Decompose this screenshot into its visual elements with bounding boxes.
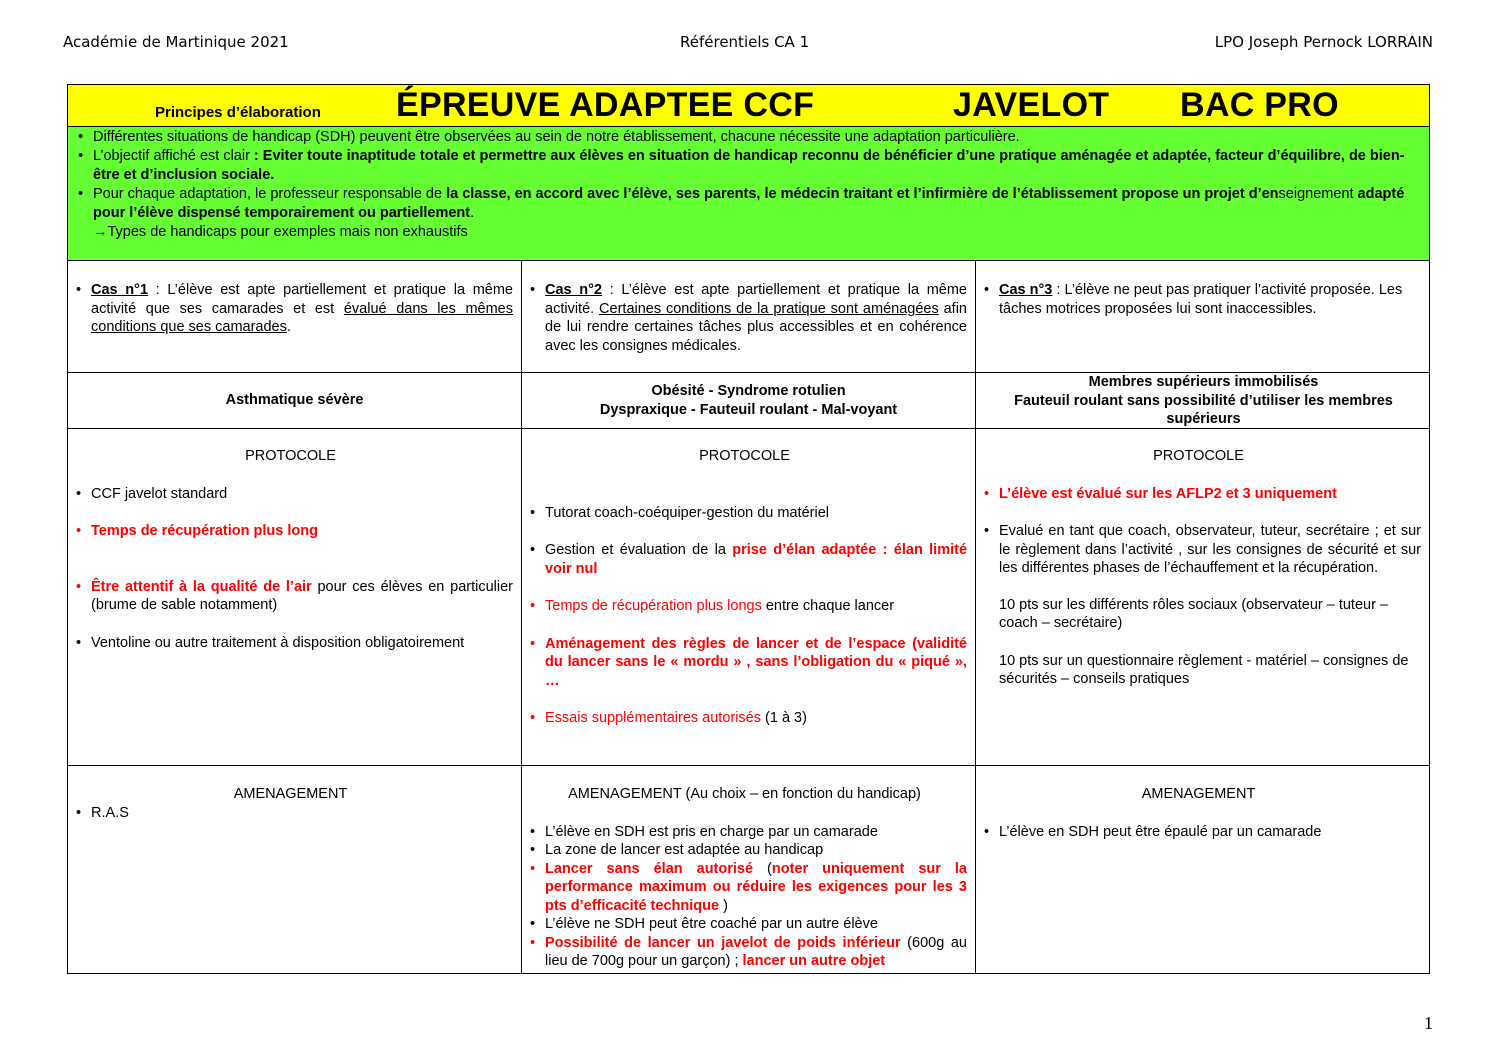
amenagement-2-item-2: • La zone de lancer est adaptée au handicap bbox=[530, 842, 824, 858]
amenagement-2-item-1: • L’élève en SDH est pris en charge par un camarade bbox=[530, 823, 878, 840]
handicap-asthmatique: Asthmatique sévère bbox=[225, 392, 364, 408]
intro-note: →Types de handicaps pour exemples mais non exhaustifs bbox=[93, 224, 468, 240]
protocole-cas-2 bbox=[522, 447, 975, 728]
protocole-2-item-5: • Essais supplémentaires autorisés (1 à 3) bbox=[530, 710, 807, 726]
header-referentiel: Référentiels CA 1 bbox=[680, 33, 810, 51]
protocole-label-1: PROTOCOLE bbox=[245, 448, 336, 464]
amenagement-label-1: AMENAGEMENT bbox=[233, 786, 348, 802]
protocole-cas-3 bbox=[976, 447, 1430, 689]
protocole-label-3: PROTOCOLE bbox=[1153, 448, 1244, 464]
case-2-cell: • Cas n°2 : L’élève est apte partiellement et pratique la même activité. Certaines conditions de la pratique sont aménagées afin de lui rendre certaines tâches plus accessibles et en cohérence avec les consignes médicales. bbox=[530, 282, 967, 354]
title-principes: Principes d’élaboration bbox=[155, 104, 321, 121]
header-lycee: LPO Joseph Pernock LORRAIN bbox=[1214, 33, 1433, 51]
document-table bbox=[67, 84, 1430, 974]
intro-section bbox=[68, 127, 1429, 261]
protocole-label-2: PROTOCOLE bbox=[699, 448, 790, 464]
protocole-3-item-1: • L’élève est évalué sur les AFLP2 et 3 uniquement bbox=[984, 485, 1337, 502]
amenagement-cas-1 bbox=[68, 785, 521, 822]
handicap-cas-2: Obésité - Syndrome rotulien Dyspraxique - Fauteuil roulant - Mal-voyant bbox=[599, 383, 898, 418]
protocole-3-points-questionnaire: 10 pts sur un questionnaire règlement - matériel – consignes de sécurités – conseils pratiques bbox=[999, 652, 1409, 687]
header-academie: Académie de Martinique 2021 bbox=[63, 33, 289, 51]
amenagement-2-item-5: • Possibilité de lancer un javelot de poids inférieur (600g au lieu de 700g pour un garçon) ; lancer un autre objet bbox=[530, 934, 967, 969]
amenagement-cas-2 bbox=[522, 785, 975, 971]
amenagement-2-item-3: • Lancer sans élan autorisé (noter uniquement sur la performance maximum ou réduire les exigences pour les 3 pts d’efficacité technique ) bbox=[530, 860, 967, 914]
handicap-cas-3: Membres supérieurs immobilisés Fauteuil roulant sans possibilité d’utiliser les membres supérieurs bbox=[1014, 374, 1393, 427]
amenagement-2-item-4: • L’élève ne SDH peut être coaché par un autre élève bbox=[530, 916, 878, 932]
intro-bullet-2: • L’objectif affiché est clair : Eviter toute inaptitude totale et permettre aux élèves en situation de handicap reconnu de bénéficier d’une pratique aménagée et adaptée, facteur d’équilibre, de bien-être et d’inclusion sociale. bbox=[78, 148, 1405, 183]
case-1-cell: • Cas n°1 : L’élève est apte partiellement et pratique la même activité que ses camarades et est évalué dans les mêmes conditions que ses camarades. bbox=[76, 282, 513, 335]
title-row bbox=[68, 85, 1429, 127]
title-javelot: JAVELOT bbox=[953, 86, 1110, 124]
title-bac-pro: BAC PRO bbox=[1180, 86, 1339, 124]
protocole-2-item-3: • Temps de récupération plus longs entre chaque lancer bbox=[530, 598, 895, 614]
protocole-3-points-roles: 10 pts sur les différents rôles sociaux (observateur – tuteur – coach – secrétaire) bbox=[999, 596, 1389, 631]
amenagement-label-2: AMENAGEMENT (Au choix – en fonction du handicap) bbox=[568, 786, 921, 802]
amenagement-label-3: AMENAGEMENT bbox=[1141, 786, 1256, 802]
intro-bullet-1: • Différentes situations de handicap (SDH) peuvent être observées au sein de notre établissement, chacune nécessite une adaptation particulière. bbox=[78, 129, 1020, 145]
protocole-cas-1 bbox=[68, 447, 521, 652]
amenagement-1-item-1: • R.A.S bbox=[76, 804, 129, 821]
amenagement-cas-3 bbox=[976, 785, 1430, 841]
protocole-1-item-1: • CCF javelot standard bbox=[76, 485, 228, 502]
protocole-1-item-3: • Être attentif à la qualité de l’air pour ces élèves en particulier (brume de sable notamment) bbox=[76, 578, 513, 613]
protocole-2-item-1: • Tutorat coach-coéquiper-gestion du matériel bbox=[530, 504, 829, 521]
amenagement-3-item-1: • L’élève en SDH peut être épaulé par un camarade bbox=[984, 823, 1322, 840]
protocole-3-item-2: • Evalué en tant que coach, observateur, tuteur, secrétaire ; et sur le règlement dans l’activité , sur les consignes de sécurité et sur les différentes phases de l’échauffement et la récupération. bbox=[984, 523, 1421, 576]
row-divider-protocole bbox=[68, 765, 1429, 766]
protocole-2-item-2: • Gestion et évaluation de la prise d’élan adaptée : élan limité voir nul bbox=[530, 542, 968, 577]
protocole-1-item-4: • Ventoline ou autre traitement à disposition obligatoirement bbox=[76, 634, 465, 651]
case-3-cell: • Cas n°3 : L’élève ne peut pas pratiquer l’activité proposée. Les tâches motrices proposées lui sont inaccessibles. bbox=[984, 282, 1403, 317]
protocole-1-item-2: • Temps de récupération plus long bbox=[76, 523, 318, 539]
title-epreuve: ÉPREUVE ADAPTEE CCF bbox=[396, 86, 815, 124]
page-number: 1 bbox=[1424, 1013, 1433, 1033]
protocole-2-item-4: • Aménagement des règles de lancer et de l’espace (validité du lancer sans le « mordu » , sans l’obligation du « piqué », … bbox=[530, 635, 967, 689]
intro-bullet-3: • Pour chaque adaptation, le professeur responsable de la classe, en accord avec l’élève, ses parents, le médecin traitant et l’infirmière de l’établissement propose un projet d’enseignement adapté pour l’élève dispensé temporairement ou partiellement. bbox=[78, 186, 1405, 221]
